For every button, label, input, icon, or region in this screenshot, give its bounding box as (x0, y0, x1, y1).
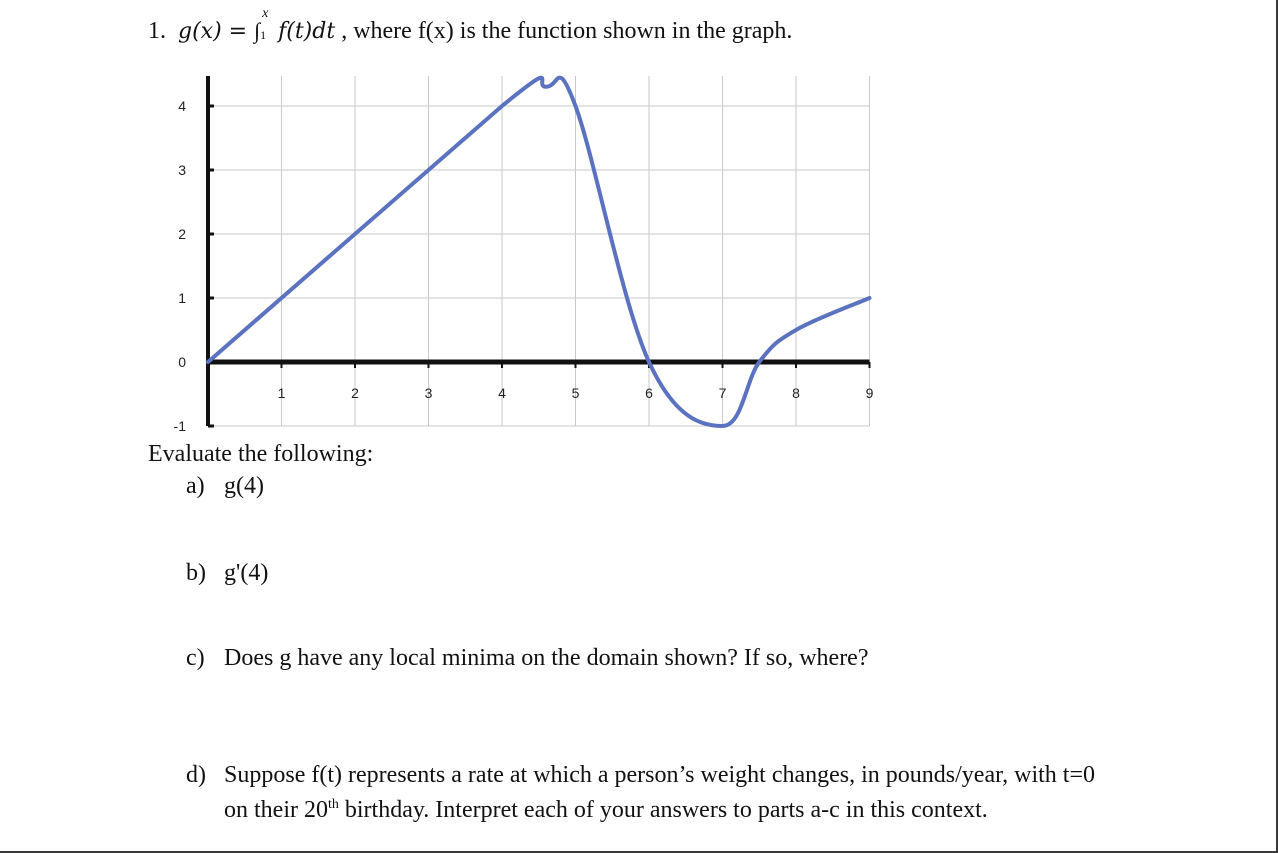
y-tick-label-2: 2 (178, 226, 186, 242)
part-d-label: d) (186, 762, 206, 788)
f-curve (208, 78, 870, 426)
x-tick-label-7: 7 (718, 385, 727, 401)
y-tick-label-0: 0 (178, 354, 186, 370)
part-d-line2-sup: th (327, 797, 339, 812)
x-tick-label-6: 6 (645, 385, 653, 401)
part-a-label: a) (186, 473, 205, 499)
part-d-line2-pre: on their 20 (224, 797, 328, 823)
part-d-line2-post: birthday. Interpret each of your answers to parts a-c in this context. (338, 797, 988, 823)
question-lhs: g(x) = (178, 19, 255, 44)
integral-sign: ∫ (254, 18, 261, 43)
x-tick-label-5: 5 (571, 385, 580, 401)
x-tick-label-8: 8 (792, 385, 800, 401)
part-b-text: g'(4) (224, 560, 269, 586)
integrand: f(t)dt (278, 19, 336, 44)
lower-limit: 1 (260, 28, 267, 42)
y-tick-label--1: -1 (173, 418, 186, 434)
upper-limit: x (262, 6, 269, 21)
evaluate-heading: Evaluate the following: (148, 441, 374, 467)
x-tick-label-4: 4 (498, 385, 506, 401)
question-number: 1. (148, 18, 166, 44)
part-a-text: g(4) (224, 473, 264, 499)
y-tick-label-1: 1 (178, 290, 186, 306)
part-c-text: Does g have any local minima on the domain shown? If so, where? (224, 645, 869, 671)
part-b-label: b) (186, 560, 206, 586)
part-a (186, 473, 264, 500)
part-d (186, 760, 1095, 825)
part-c (186, 645, 868, 672)
y-tick-label-4: 4 (178, 98, 186, 114)
integral-limits (260, 6, 278, 42)
part-c-label: c) (186, 645, 205, 671)
x-tick-label-1: 1 (277, 385, 286, 401)
y-tick-label-3: 3 (178, 162, 186, 178)
question-header (148, 6, 793, 45)
x-tick-label-2: 2 (351, 385, 359, 401)
part-d-line1: Suppose f(t) represents a rate at which a person’s weight changes, in pounds/year, with t=0 (224, 762, 1096, 788)
x-tick-label-9: 9 (865, 385, 874, 401)
x-tick-label-3: 3 (424, 385, 433, 401)
question-suffix: , where f(x) is the function shown in the graph. (335, 18, 793, 44)
part-b (186, 560, 268, 587)
function-graph (160, 72, 880, 442)
